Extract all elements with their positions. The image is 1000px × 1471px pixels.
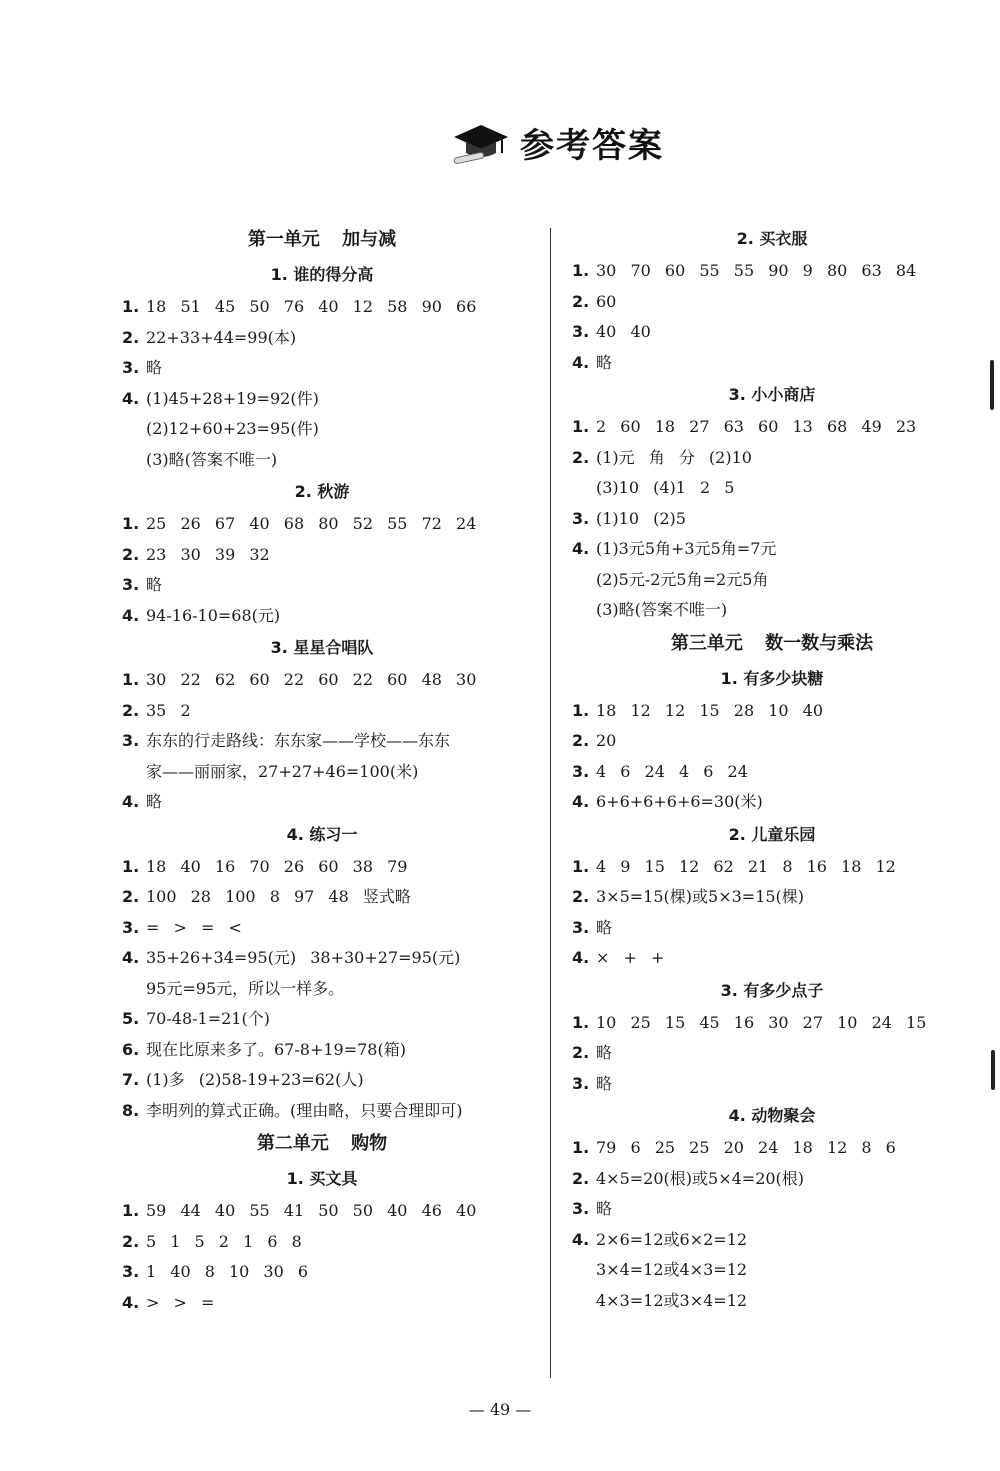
answer-text: 1 40 8 10 30 6 [146, 1262, 309, 1281]
question-number: 4. [572, 792, 590, 811]
answers-column-left [122, 222, 522, 1318]
answer-row [122, 943, 522, 974]
question-number: 2. [122, 544, 140, 564]
answer-row [122, 292, 522, 323]
answer-row [572, 943, 972, 974]
answer-continuation: 家——丽丽家，27+27+46=100(米) [146, 761, 419, 781]
answer-text: 6+6+6+6+6=30(米) [596, 792, 763, 811]
title-text: 参考答案 [520, 126, 664, 166]
question-number: 1. [122, 1201, 140, 1220]
answer-continuation: (3)略(答案不唯一) [596, 600, 728, 619]
answer-row [572, 852, 972, 883]
question-number: 4. [122, 388, 140, 408]
question-number: 1. [572, 700, 590, 720]
graduation-cap-icon [452, 121, 510, 165]
answer-text: 略 [146, 792, 163, 811]
page-number: — 49 — [468, 1400, 532, 1419]
answer-text: 东东的行走路线：东东家——学校——东东 [146, 731, 451, 750]
answer-text: = > = < [146, 917, 242, 937]
answer-text: 2 60 18 27 63 60 13 68 49 23 [596, 417, 917, 436]
answer-row [122, 1035, 522, 1066]
question-number: 1. [572, 1012, 590, 1032]
answer-text: 略 [596, 352, 613, 372]
question-number: 3. [572, 761, 590, 781]
section-heading: 1. 买文具 [286, 1169, 358, 1188]
question-number: 3. [122, 731, 140, 750]
answer-text: (1)3元5角+3元5角=7元 [596, 539, 777, 558]
answer-row [572, 1069, 972, 1100]
answer-row [122, 1196, 522, 1227]
answer-row [122, 384, 522, 415]
answer-continuation: 4×3=12或3×4=12 [596, 1290, 748, 1310]
answer-row [122, 787, 522, 818]
answer-text: 25 26 67 40 68 80 52 55 72 24 [146, 514, 477, 533]
question-number: 2. [572, 291, 590, 311]
answer-continuation: (2)5元-2元5角=2元5角 [596, 569, 769, 589]
answer-text: (1)10 (2)5 [596, 508, 686, 528]
question-number: 4. [572, 948, 590, 967]
answer-row [122, 540, 522, 571]
question-number: 3. [572, 322, 590, 341]
question-number: 4. [122, 792, 140, 811]
answer-text: 22+33+44=99(本) [146, 327, 297, 347]
question-number: 2. [572, 1043, 590, 1062]
answer-row [122, 1257, 522, 1288]
section-heading: 1. 谁的得分高 [270, 265, 374, 284]
answer-row [572, 1225, 972, 1256]
answer-row [122, 601, 522, 632]
question-number: 2. [572, 1168, 590, 1188]
answer-row [122, 353, 522, 384]
answer-text: 23 30 39 32 [146, 544, 270, 564]
answer-text: 30 22 62 60 22 60 22 60 48 30 [146, 670, 477, 689]
answer-row [122, 1288, 522, 1319]
answer-row [572, 348, 972, 379]
answer-row [572, 1008, 972, 1039]
question-number: 1. [572, 417, 590, 436]
answer-row [572, 1194, 972, 1225]
answer-row [572, 1038, 972, 1069]
answer-row [122, 1004, 522, 1035]
unit-heading: 第二单元 购物 [256, 1133, 388, 1154]
question-number: 3. [122, 575, 140, 594]
answer-continuation: 3×4=12或4×3=12 [596, 1260, 748, 1279]
answer-text: 李明列的算式正确。(理由略，只要合理即可) [146, 1100, 463, 1120]
answer-text: 18 40 16 70 26 60 38 79 [146, 856, 408, 876]
question-number: 1. [122, 856, 140, 876]
answer-text: 20 [596, 731, 617, 750]
question-number: 8. [122, 1100, 140, 1120]
answer-row [572, 287, 972, 318]
answer-text: 35 2 [146, 700, 191, 720]
margin-mark [990, 360, 994, 410]
answer-row [572, 1133, 972, 1164]
question-number: 3. [122, 358, 140, 377]
answer-text: 略 [596, 917, 613, 937]
question-number: 2. [122, 887, 140, 906]
answer-text: 30 70 60 55 55 90 9 80 63 84 [596, 261, 917, 280]
question-number: 1. [572, 1138, 590, 1157]
answer-text: 略 [146, 575, 163, 594]
section-heading: 2. 儿童乐园 [728, 824, 816, 844]
answer-continuation: (2)12+60+23=95(件) [146, 419, 319, 438]
answer-row [122, 1065, 522, 1096]
question-number: 3. [122, 1262, 140, 1281]
answer-text: 60 [596, 291, 617, 311]
answer-text: > > = [146, 1292, 215, 1312]
answers-column-right [572, 222, 972, 1316]
answer-row [122, 696, 522, 727]
answer-text: 现在比原来多了。67-8+19=78(箱) [146, 1039, 406, 1059]
answer-row [572, 787, 972, 818]
section-heading: 4. 练习一 [286, 824, 358, 844]
question-number: 1. [122, 514, 140, 533]
answer-text: 79 6 25 25 20 24 18 12 8 6 [596, 1138, 896, 1157]
answer-row [572, 317, 972, 348]
answer-row [572, 757, 972, 788]
question-number: 2. [122, 1231, 140, 1251]
question-number: 2. [572, 447, 590, 467]
answer-text: (1)多 (2)58-19+23=62(人) [146, 1070, 364, 1089]
question-number: 1. [572, 261, 590, 280]
question-number: 4. [122, 1292, 140, 1312]
answer-text: 2×6=12或6×2=12 [596, 1229, 748, 1249]
answer-row [572, 913, 972, 944]
answer-text: 4 6 24 4 6 24 [596, 761, 748, 781]
answer-text: (1)45+28+19=92(件) [146, 388, 319, 408]
answer-row [122, 882, 522, 913]
question-number: 4. [572, 352, 590, 372]
question-number: 1. [572, 856, 590, 876]
section-heading: 3. 小小商店 [728, 385, 816, 404]
answer-row [572, 443, 972, 474]
answer-row [572, 534, 972, 565]
question-number: 3. [122, 917, 140, 937]
answer-text: 3×5=15(棵)或5×3=15(棵) [596, 887, 805, 906]
answer-row [572, 696, 972, 727]
section-heading: 3. 有多少点子 [720, 980, 824, 1000]
column-divider [550, 228, 551, 1378]
section-heading: 2. 秋游 [294, 482, 350, 501]
answer-text: 70-48-1=21(个) [146, 1009, 270, 1028]
question-number: 2. [572, 887, 590, 906]
answer-row [122, 509, 522, 540]
answer-text: 4×5=20(根)或5×4=20(根) [596, 1168, 805, 1188]
answer-text: 略 [596, 1199, 613, 1218]
answer-row [572, 504, 972, 535]
answer-row [572, 256, 972, 287]
answer-text: 略 [596, 1073, 613, 1093]
answer-row [572, 412, 972, 443]
unit-heading: 第一单元 加与减 [247, 229, 397, 250]
answer-text: 35+26+34=95(元) 38+30+27=95(元) [146, 948, 461, 967]
question-number: 2. [572, 731, 590, 750]
answer-row [122, 570, 522, 601]
answer-row [122, 726, 522, 757]
margin-mark [991, 1050, 995, 1090]
answer-row [122, 1096, 522, 1127]
question-number: 2. [122, 700, 140, 720]
question-number: 2. [122, 327, 140, 347]
question-number: 3. [572, 508, 590, 528]
question-number: 4. [572, 539, 590, 558]
answer-text: 18 51 45 50 76 40 12 58 90 66 [146, 297, 477, 316]
answer-continuation: 95元=95元，所以一样多。 [146, 978, 345, 998]
unit-heading: 第三单元 数一数与乘法 [670, 632, 874, 654]
answer-row [572, 882, 972, 913]
question-number: 1. [122, 670, 140, 689]
answer-row [572, 726, 972, 757]
answer-continuation: (3)略(答案不唯一) [146, 449, 278, 469]
answer-text: 59 44 40 55 41 50 50 40 46 40 [146, 1201, 477, 1220]
answer-row [122, 665, 522, 696]
answer-text: 100 28 100 8 97 48 竖式略 [146, 887, 411, 906]
question-number: 3. [572, 1073, 590, 1093]
question-number: 4. [122, 948, 140, 967]
answer-text: 略 [596, 1043, 613, 1062]
question-number: 4. [122, 605, 140, 625]
question-number: 7. [122, 1070, 140, 1089]
question-number: 3. [572, 1199, 590, 1218]
answer-text: (1)元 角 分 (2)10 [596, 447, 752, 467]
question-number: 5. [122, 1009, 140, 1028]
answer-row [572, 1164, 972, 1195]
answer-row [122, 852, 522, 883]
question-number: 6. [122, 1039, 140, 1059]
answer-text: 40 40 [596, 322, 651, 341]
answer-text: 18 12 12 15 28 10 40 [596, 700, 824, 720]
section-heading: 4. 动物聚会 [728, 1106, 816, 1125]
answer-text: 4 9 15 12 62 21 8 16 18 12 [596, 856, 896, 876]
answer-text: 略 [146, 358, 163, 377]
question-number: 4. [572, 1229, 590, 1249]
question-number: 1. [122, 297, 140, 316]
answer-text: × + + [596, 948, 665, 967]
answer-continuation: (3)10 (4)1 2 5 [596, 478, 735, 497]
answer-row [122, 323, 522, 354]
section-heading: 1. 有多少块糖 [720, 668, 824, 688]
answer-text: 10 25 15 45 16 30 27 10 24 15 [596, 1012, 927, 1032]
answer-row [122, 913, 522, 944]
page-title [452, 118, 664, 167]
answer-text: 5 1 5 2 1 6 8 [146, 1231, 302, 1251]
answer-row [122, 1227, 522, 1258]
section-heading: 2. 买衣服 [736, 229, 808, 248]
question-number: 3. [572, 917, 590, 937]
answer-text: 94-16-10=68(元) [146, 605, 281, 625]
section-heading: 3. 星星合唱队 [270, 638, 374, 657]
